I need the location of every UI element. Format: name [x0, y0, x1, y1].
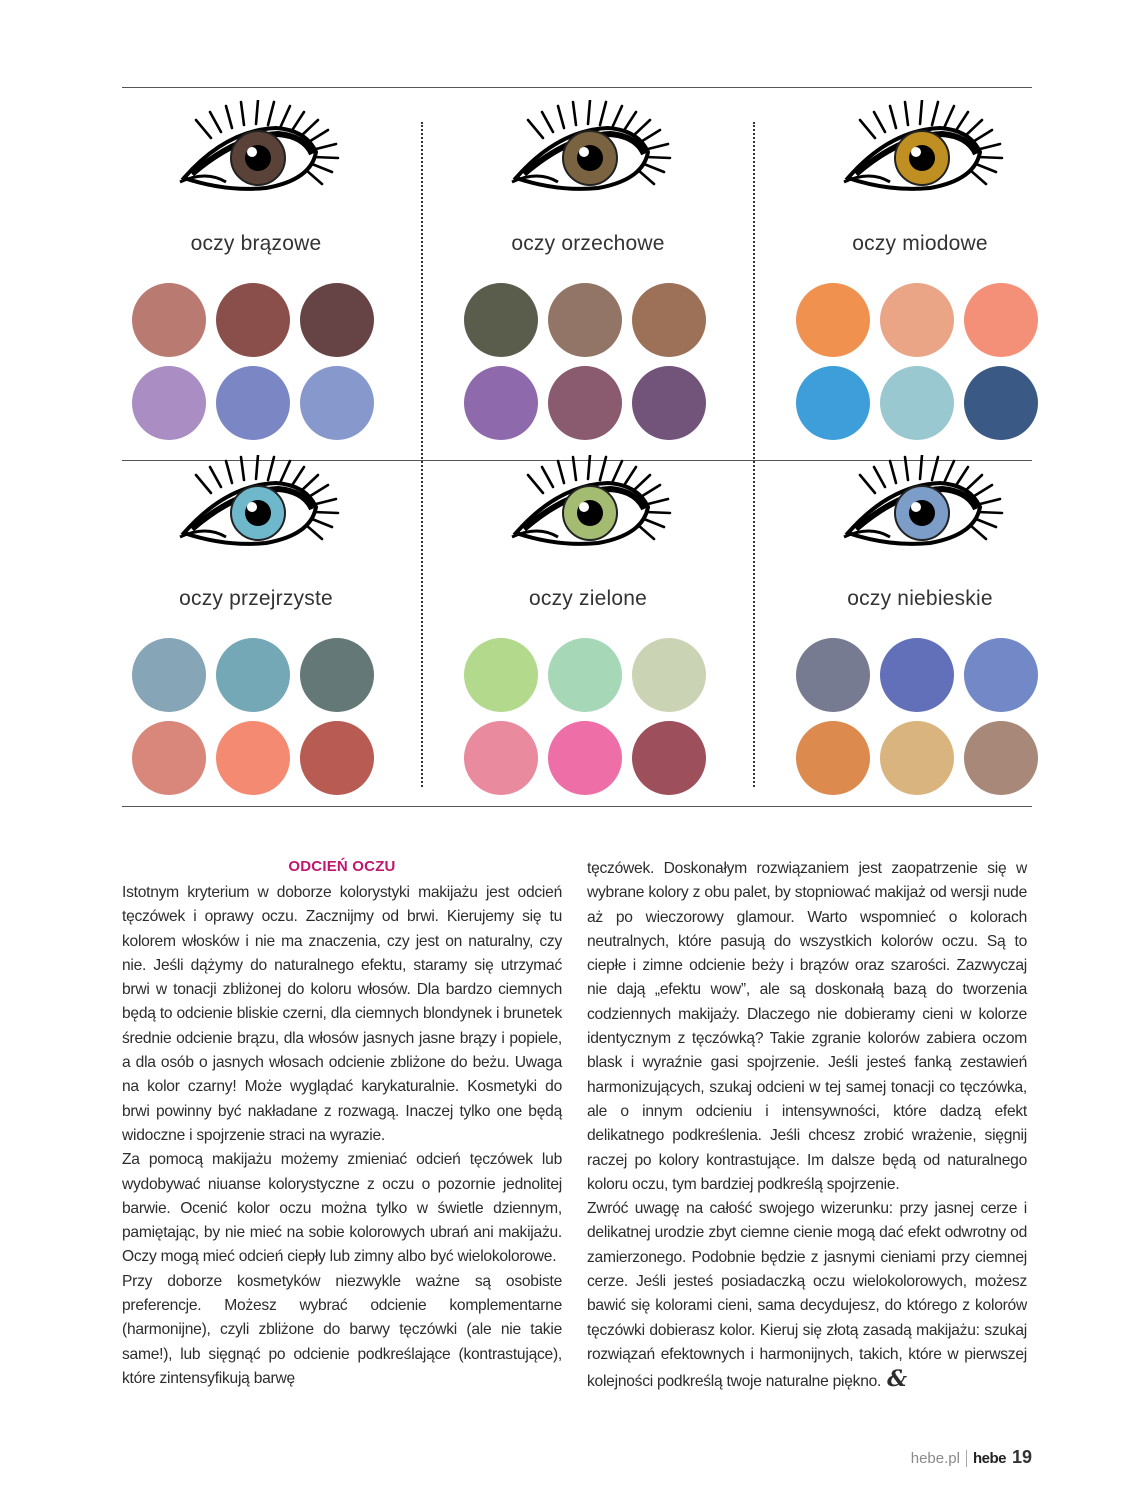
eye-color-label: oczy orzechowe — [511, 232, 665, 255]
eyeshadow-swatch — [464, 721, 538, 795]
eyeshadow-swatch — [964, 283, 1038, 357]
eye-cell — [754, 100, 1086, 445]
top-rule — [122, 87, 1032, 88]
eye-cell — [422, 455, 754, 800]
eyeshadow-swatch — [300, 283, 374, 357]
eyeshadow-swatch — [300, 366, 374, 440]
eyeshadow-swatch — [548, 721, 622, 795]
eye-color-label: oczy zielone — [529, 587, 647, 610]
paragraph-text: Zwróć uwagę na całość swojego wizerunku: przy jasnej cerze i delikatnej urodzie zbyt ciemne cienie mogą dać efekt odwrotny od zamierzonego. Podobnie będzie z jasnymi cieniami przy ciemnej cerze. Jeśli jesteś posiadaczką oczu wielokolorowych, możesz bawić się kolorami cieni, sama decydujesz, do którego z kolorów tęczówki dobierasz kolor. Kieruj się złotą zasadą makijażu: szukaj rozwiązań efektownych i harmonijnych, takich, które w pierwszej kolejności podkreślą twoje naturalne piękno. — [587, 1200, 1027, 1391]
eyeshadow-swatch — [464, 638, 538, 712]
page-footer — [911, 1447, 1032, 1468]
eyeshadow-swatch — [632, 638, 706, 712]
eye-illustration — [830, 455, 1010, 555]
eyeshadow-swatch — [880, 283, 954, 357]
eyeshadow-swatch — [132, 366, 206, 440]
end-mark-icon: & — [887, 1366, 907, 1393]
eyeshadow-swatch — [216, 638, 290, 712]
eyeshadow-swatch — [132, 638, 206, 712]
paragraph — [587, 1197, 1027, 1394]
eye-illustration — [498, 100, 678, 200]
eyeshadow-swatch — [216, 721, 290, 795]
eyeshadow-swatch — [300, 638, 374, 712]
eyeshadow-swatch — [964, 721, 1038, 795]
eye-color-label: oczy niebieskie — [847, 587, 993, 610]
eyeshadow-swatch — [548, 366, 622, 440]
article-heading: ODCIEŃ OCZU — [288, 858, 396, 875]
eyeshadow-swatch — [464, 366, 538, 440]
eyeshadow-swatch — [632, 366, 706, 440]
paragraph: tęczówek. Doskonałym rozwiązaniem jest zaopatrzenie się w wybrane kolory z obu palet, by stopniować makijaż od wersji nude aż po wieczorowy glamour. Warto wspomnieć o kolorach neutralnych, które pasują do wszystkich kolorów oczu. Są to ciepłe i zimne odcienie beży i brązów oraz szarości. Zazwyczaj nie dają „efektu wow”, ale są doskonałą bazą do tworzenia codziennych makijaży. Dlaczego nie dobieramy cieni w kolorze identycznym z tęczówką? Takie zgranie kolorów zabiera oczom blask i wyraźnie gasi spojrzenie. Jeśli jesteś fanką zestawień harmonizujących, szukaj odcieni w tej samej tonacji co tęczówka, ale o innym odcieniu i intensywności, które dadzą efekt delikatnego podkreślenia. Jeśli chcesz zrobić wrażenie, sięgnij raczej po kolory kontrastujące. Im dalsze będą od naturalnego koloru oczu, tym bardziej podkreślą spojrzenie. — [587, 860, 1027, 1193]
eyeshadow-swatch — [632, 283, 706, 357]
eyeshadow-swatch — [132, 283, 206, 357]
eyeshadow-swatch — [216, 366, 290, 440]
eye-cell — [90, 455, 422, 800]
eye-illustration — [498, 455, 678, 555]
eye-illustration — [830, 100, 1010, 200]
paragraph: Istotnym kryterium w doborze kolorystyki makijażu jest odcień tęczówek i oprawy oczu. Zacznijmy od brwi. Kierujemy się tu kolorem włosków i nie ma znaczenia, czy jest on naturalny, czy nie. Jeśli dążymy do naturalnego efektu, staramy się utrzymać brwi w tonacji zbliżonej do koloru włosów. Dla bardzo ciemnych będą to odcienie bliskie czerni, dla ciemnych blondynek i brunetek średnie odcienie brązu, dla włosów jasnych jasne brązy i popiele, a dla osób o jasnych włosach odcienie zbliżone do beżu. Uwaga na kolor czarny! Może wyglądać karykaturalnie. Kosmetyki do brwi powinny być nakładane z rozwagą. Inaczej tylko one będą widoczne i spojrzenie straci na wyrazie. — [122, 884, 562, 1144]
eyeshadow-swatch — [796, 283, 870, 357]
article-left-column — [122, 881, 562, 1391]
eye-color-label: oczy przejrzyste — [179, 587, 333, 610]
eyeshadow-swatch — [880, 366, 954, 440]
eye-illustration — [166, 455, 346, 555]
eye-color-label: oczy brązowe — [190, 232, 322, 255]
eyeshadow-swatch — [132, 721, 206, 795]
eyeshadow-swatch — [548, 283, 622, 357]
eyeshadow-swatch — [464, 283, 538, 357]
eye-illustration — [166, 100, 346, 200]
footer-site: hebe.pl — [910, 1450, 960, 1467]
eyeshadow-swatch — [300, 721, 374, 795]
eye-color-label: oczy miodowe — [852, 232, 988, 255]
eyeshadow-swatch — [216, 283, 290, 357]
eye-cell — [90, 100, 422, 445]
bottom-rule — [122, 806, 1032, 807]
eyeshadow-swatch — [880, 638, 954, 712]
eyeshadow-swatch — [632, 721, 706, 795]
paragraph: Za pomocą makijażu możemy zmieniać odcień tęczówek lub wydobywać niuanse kolorystyczne z oczu o pozornie jednolitej barwie. Ocenić kolor oczu można tylko w świetle dziennym, pamiętając, by nie mieć na sobie kolorowych ubrań ani makijażu. Oczy mogą mieć odcień ciepły lub zimny albo być wielokolorowe. — [122, 1151, 562, 1266]
footer-brand: hebe — [966, 1450, 1006, 1467]
page-number: 19 — [1011, 1447, 1032, 1467]
eye-cell — [422, 100, 754, 445]
eyeshadow-swatch — [964, 638, 1038, 712]
eyeshadow-swatch — [880, 721, 954, 795]
eyeshadow-swatch — [796, 721, 870, 795]
eyeshadow-swatch — [796, 366, 870, 440]
article-right-column — [587, 857, 1027, 1395]
eyeshadow-swatch — [964, 366, 1038, 440]
eyeshadow-swatch — [548, 638, 622, 712]
eye-cell — [754, 455, 1086, 800]
paragraph: Przy doborze kosmetyków niezwykle ważne są osobiste preferencje. Możesz wybrać odcienie komplementarne (harmonijne), czyli zbliżone do barwy tęczówki (ale nie takie same!), lub sięgnąć po odcienie podkreślające (kontrastujące), które zintensyfikują barwę — [122, 1272, 562, 1387]
eyeshadow-swatch — [796, 638, 870, 712]
